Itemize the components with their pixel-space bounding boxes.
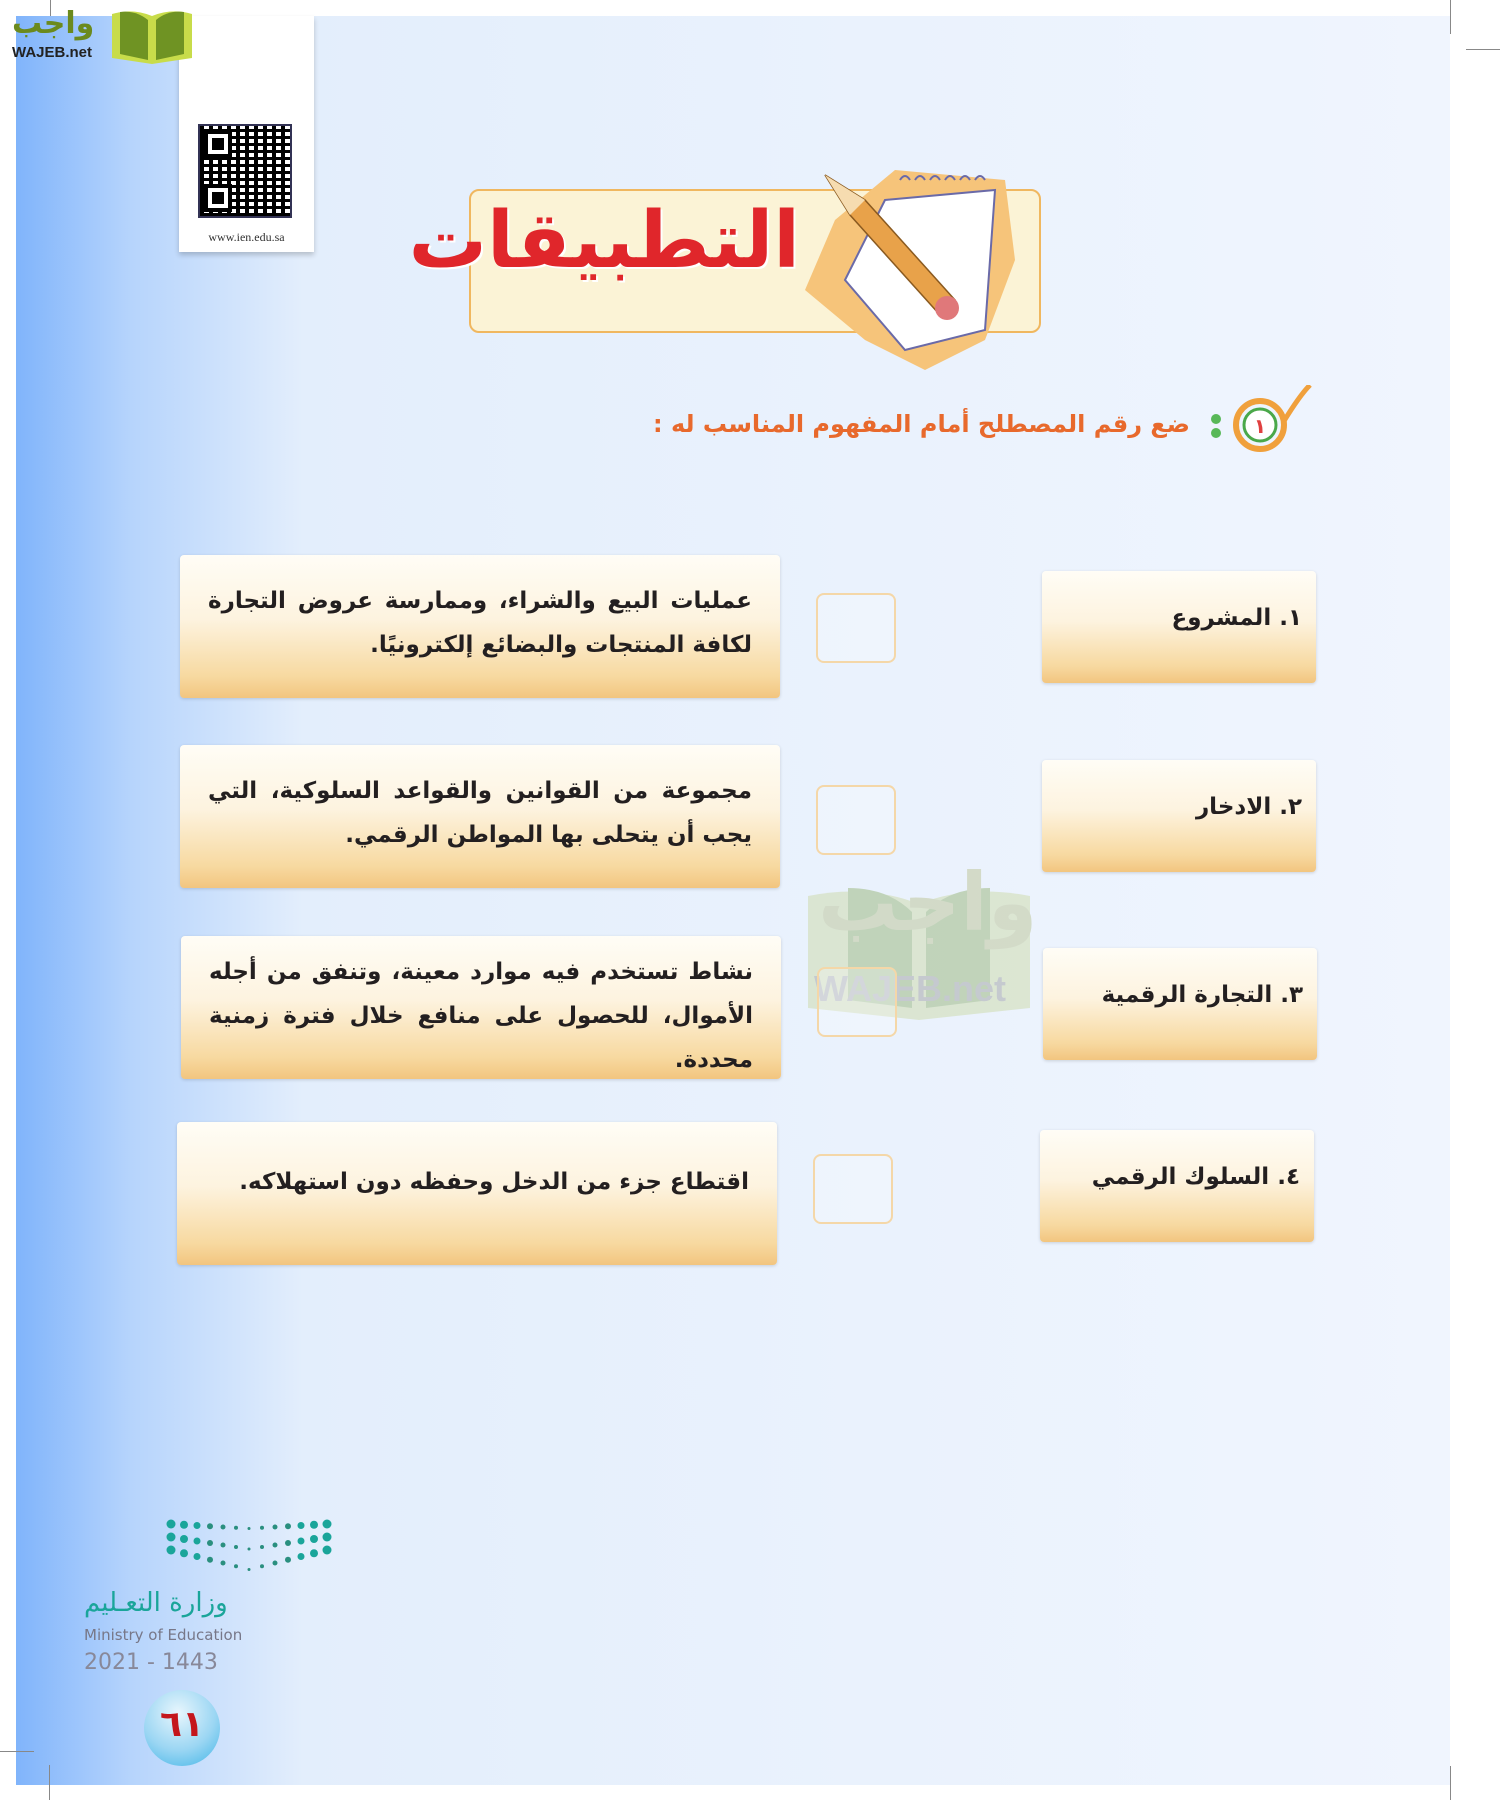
ministry-logo-dot: [310, 1521, 318, 1529]
term-label: ٢. الادخار: [1195, 794, 1302, 820]
qr-card[interactable]: [179, 16, 314, 252]
ministry-logo-dot: [221, 1525, 226, 1530]
definition-card: [181, 936, 781, 1079]
edition-year: 2021 - 1443: [84, 1650, 218, 1675]
definition-text: عمليات البيع والشراء، وممارسة عروض التجارة لكافة المنتجات والبضائع إلكترونيًا.: [208, 588, 752, 658]
ministry-logo-dot: [194, 1553, 201, 1560]
ministry-name-arabic: وزارة التعـليم: [84, 1588, 228, 1618]
ministry-logo-dot: [180, 1521, 188, 1529]
ministry-logo-dot: [167, 1533, 176, 1542]
ministry-logo-dot: [248, 1548, 251, 1551]
wajeb-logo[interactable]: [10, 6, 190, 66]
definition-card: [180, 555, 780, 698]
ministry-logo-dot: [323, 1546, 332, 1555]
term-card: [1042, 571, 1316, 683]
ministry-logo-dot: [260, 1564, 264, 1568]
crop-mark: [1450, 1766, 1451, 1800]
qr-code-icon[interactable]: [198, 124, 292, 218]
ministry-logo-dot: [207, 1557, 213, 1563]
ministry-logo-dot: [194, 1538, 201, 1545]
section-title: التطبيقات: [408, 196, 800, 286]
term-card: [1040, 1130, 1314, 1242]
definition-text: مجموعة من القوانين والقواعد السلوكية، التي يجب أن يتحلى بها المواطن الرقمي.: [208, 778, 752, 848]
ministry-logo-dot: [167, 1546, 176, 1555]
notebook-pencil-icon: [805, 160, 1025, 370]
ministry-logo-dot: [180, 1549, 188, 1557]
qr-url[interactable]: www.ien.edu.sa: [208, 230, 285, 244]
ministry-logo-dot: [273, 1543, 278, 1548]
ministry-logo-dot: [248, 1527, 251, 1530]
question-instruction: ضع رقم المصطلح أمام المفهوم المناسب له :: [653, 410, 1190, 438]
ministry-logo-dot: [167, 1520, 176, 1529]
watermark-latin: WAJEB.net: [814, 968, 1007, 1009]
term-label: ٤. السلوك الرقمي: [1091, 1164, 1300, 1190]
crop-mark: [1450, 0, 1451, 34]
term-label: ٣. التجارة الرقمية: [1101, 982, 1303, 1008]
question-badge-icon: [1208, 385, 1318, 465]
ministry-logo-dot: [260, 1545, 264, 1549]
ministry-logo-icon: [165, 1518, 335, 1578]
ministry-logo-dot: [285, 1540, 291, 1546]
term-card: [1042, 760, 1316, 872]
answer-box[interactable]: [816, 785, 896, 855]
ministry-logo-dot: [194, 1522, 201, 1529]
definition-text: نشاط تستخدم فيه موارد معينة، وتنفق من أجله الأموال، للحصول على منافع خلال فترة زمنية محددة.: [209, 959, 753, 1073]
ministry-logo-dot: [221, 1561, 226, 1566]
ministry-logo-dot: [207, 1523, 213, 1529]
ministry-logo-dot: [273, 1561, 278, 1566]
ministry-logo-dot: [298, 1522, 305, 1529]
definition-card: [180, 745, 780, 888]
term-label: ١. المشروع: [1171, 605, 1302, 631]
ministry-logo-dot: [310, 1535, 318, 1543]
definition-text: اقتطاع جزء من الدخل وحفظه دون استهلاكه.: [239, 1169, 749, 1195]
crop-mark: [0, 1751, 34, 1752]
answer-box[interactable]: [816, 593, 896, 663]
watermark-arabic: واجب: [818, 856, 1038, 949]
ministry-name-english: Ministry of Education: [84, 1626, 243, 1644]
ministry-logo-dot: [234, 1564, 238, 1568]
book-icon: [108, 6, 196, 64]
ministry-logo-dot: [298, 1553, 305, 1560]
ministry-logo-dot: [248, 1568, 251, 1571]
answer-box[interactable]: [817, 967, 897, 1037]
ministry-logo-dot: [285, 1523, 291, 1529]
ministry-logo-dot: [180, 1535, 188, 1543]
definition-card: [177, 1122, 777, 1265]
ministry-logo-dot: [234, 1526, 238, 1530]
question-number: ١: [1253, 414, 1267, 438]
page-number: ٦١: [144, 1690, 220, 1766]
wajeb-logo-arabic: واجب: [12, 6, 95, 41]
answer-box[interactable]: [813, 1154, 893, 1224]
ministry-logo-dot: [298, 1538, 305, 1545]
ministry-logo-dot: [285, 1557, 291, 1563]
ministry-logo-dot: [207, 1540, 213, 1546]
crop-mark: [49, 1765, 50, 1800]
wajeb-logo-latin: WAJEB.net: [12, 44, 93, 61]
crop-mark: [1466, 49, 1500, 50]
ministry-logo-dot: [310, 1549, 318, 1557]
ministry-logo-dot: [323, 1533, 332, 1542]
ministry-logo-dot: [260, 1526, 264, 1530]
term-card: [1043, 948, 1317, 1060]
ministry-logo-dot: [273, 1525, 278, 1530]
ministry-logo-dot: [221, 1543, 226, 1548]
ministry-logo-dot: [234, 1545, 238, 1549]
ministry-logo-dot: [323, 1520, 332, 1529]
